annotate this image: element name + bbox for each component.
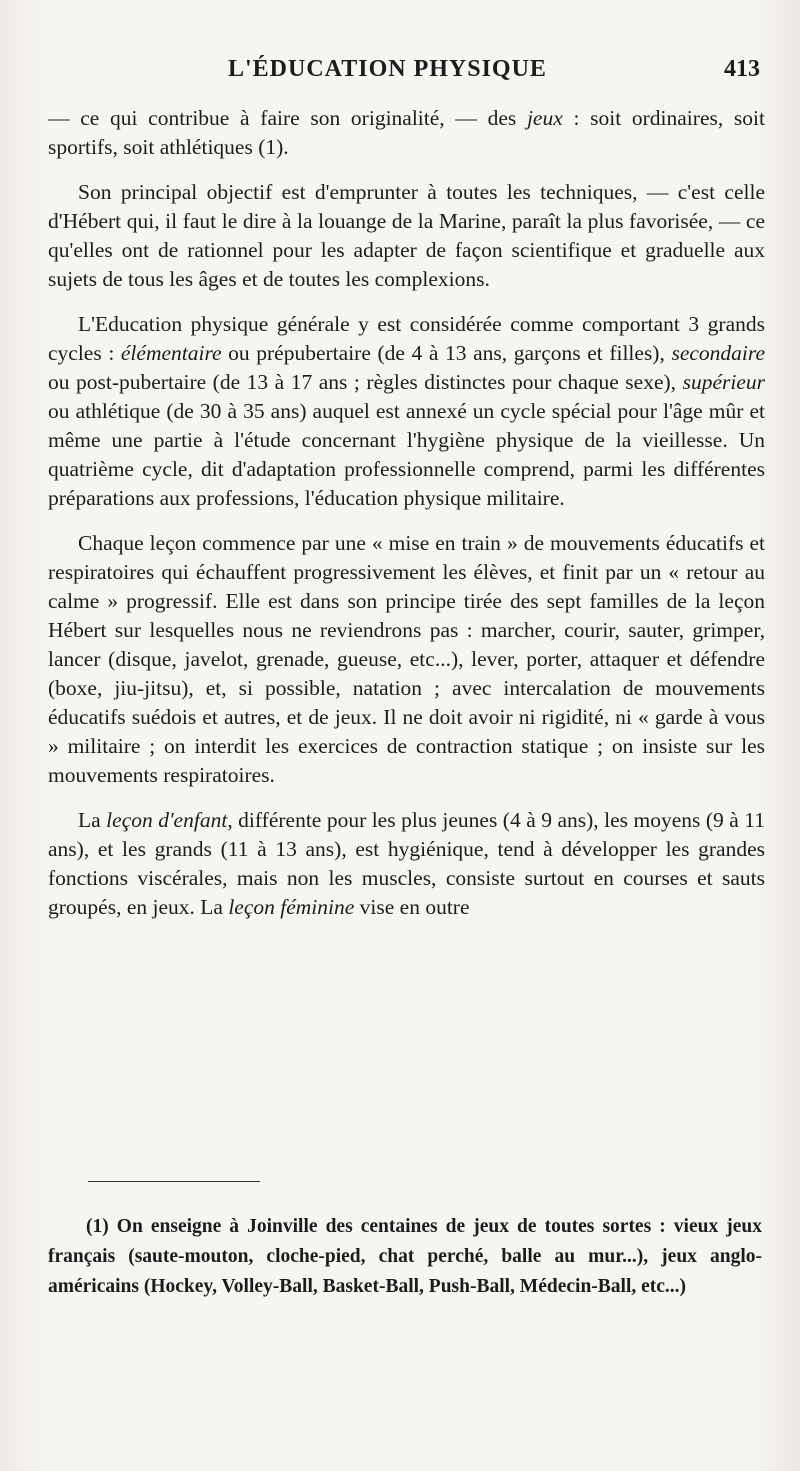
paragraph-text: : soit ordinaires, soit sportifs, soit athlétiques (1).: [48, 106, 765, 159]
paragraph-continuation: [48, 104, 765, 162]
italic-term: leçon d'enfant: [106, 808, 228, 832]
paragraph: Chaque leçon commence par une « mise en train » de mouvements éducatifs et respiratoires qui échauffent progressivement les élèves, et finit par un « retour au calme » progressif. Elle est dans son principe tirée des sept familles de la leçon Hébert sur lesquelles nous ne reviendrons pas : marcher, courir, sauter, grimper, lancer (disque, javelot, grenade, gueuse, etc...), lever, porter, attaquer et défendre (boxe, jiu-jitsu), et, si possible, natation ; avec intercalation de mouvements éducatifs suédois et autres, et de jeux. Il ne doit avoir ni rigidité, ni « garde à vous » militaire ; on interdit les exercices de contraction statique ; on insiste sur les mouvements respiratoires.: [48, 531, 765, 787]
italic-term: secondaire: [671, 341, 765, 365]
page-number: 413: [724, 56, 760, 82]
italic-term: leçon féminine: [228, 895, 355, 919]
paragraph-text: L'Education physique générale y est considérée comme comportant 3 grands cycles :: [48, 312, 765, 365]
running-title: L'ÉDUCATION PHYSIQUE: [228, 56, 547, 82]
paragraph-text: ou post-pubertaire (de 13 à 17 ans ; règles distinctes pour chaque sexe),: [48, 370, 683, 394]
italic-term: supérieur: [682, 370, 765, 394]
paragraph-text: — ce qui contribue à faire son originalité, — des: [48, 106, 527, 130]
footnote: [48, 1212, 762, 1302]
paragraph-text: vise en outre: [354, 895, 470, 919]
paragraph-text: , différente pour les plus jeunes (4 à 9 ans), les moyens (9 à 11 ans), et les grands (11 à 13 ans), est hygiénique, tend à développer les grandes fonctions viscérales, mais non les muscles, consiste surtout en courses et sauts groupés, en jeux. La: [48, 808, 765, 919]
body-text: [48, 104, 765, 938]
paragraph: [48, 310, 765, 513]
footnote-divider: [88, 1181, 260, 1182]
paragraph-text: ou prépubertaire (de 4 à 13 ans, garçons et filles),: [221, 341, 672, 365]
paragraph-text: ou athlétique (de 30 à 35 ans) auquel est annexé un cycle spécial pour l'âge mûr et même une partie à l'étude concernant l'hygiène physique de la vieillesse. Un quatrième cycle, dit d'adaptation professionnelle comprend, parmi les différentes préparations aux professions, l'éducation physique militaire.: [48, 399, 765, 510]
page-header: [48, 56, 760, 86]
italic-term: jeux: [526, 106, 563, 130]
footnote-text: (1) On enseigne à Joinville des centaines de jeux de toutes sortes : vieux jeux français (saute-mouton, cloche-pied, chat perché, balle au mur...), jeux anglo-américains (Hockey, Volley-Ball, Basket-Ball, Push-Ball, Médecin-Ball, etc...): [48, 1216, 762, 1297]
paragraph: [48, 806, 765, 922]
paragraph: Son principal objectif est d'emprunter à toutes les techniques, — c'est celle d'Hébert qui, il faut le dire à la louange de la Marine, paraît la plus favorisée, — ce qu'elles ont de rationnel pour les adapter de façon scientifique et graduelle aux sujets de tous les âges et de toutes les complexions.: [48, 180, 765, 291]
italic-term: élémentaire: [120, 341, 222, 365]
paragraph-text: La: [78, 808, 107, 832]
